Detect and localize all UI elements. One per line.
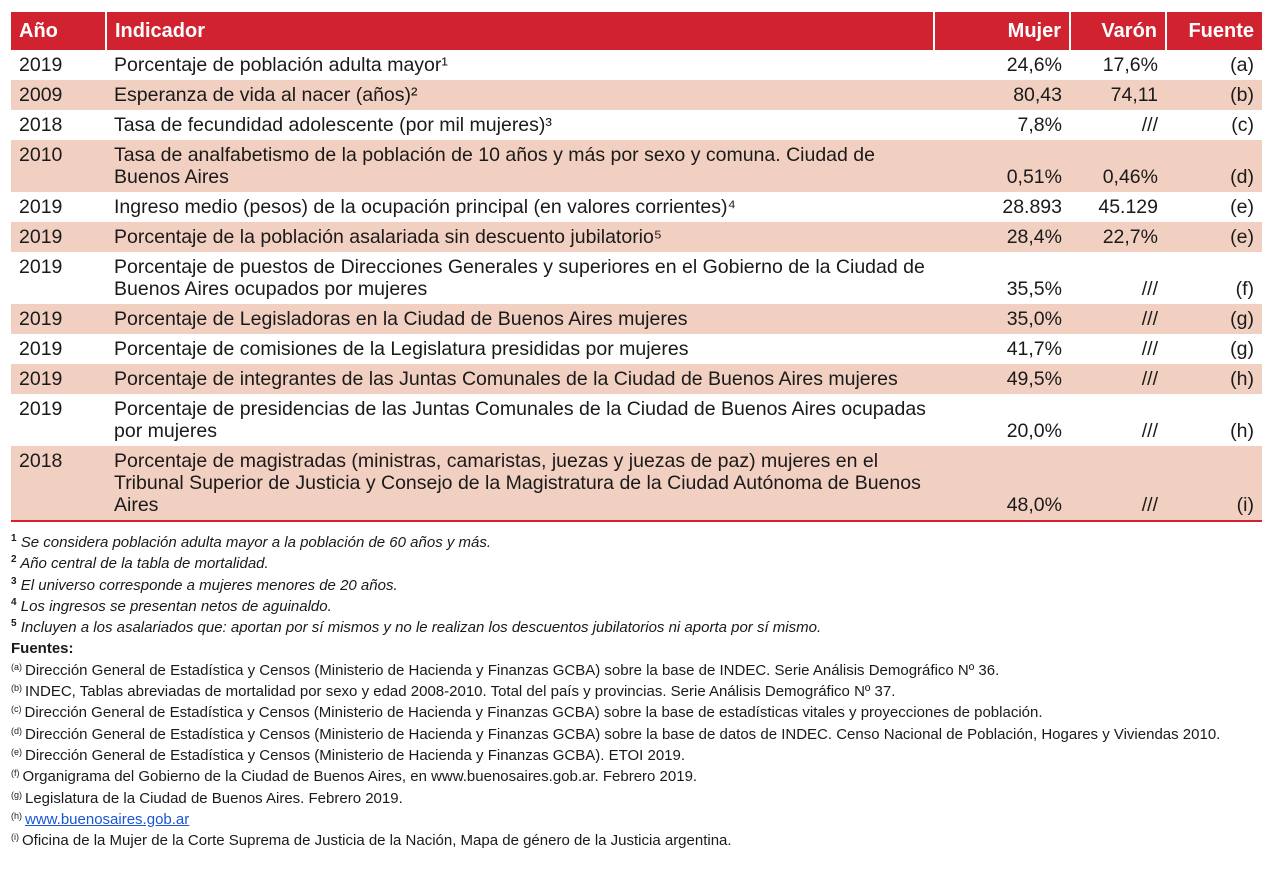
footnote-text: El universo corresponde a mujeres menores de 20 años. [20, 576, 398, 594]
cell-indicator: Esperanza de vida al nacer (años)² [106, 80, 934, 110]
cell-year: 2019 [11, 364, 106, 394]
cell-varon: /// [1070, 446, 1166, 521]
cell-varon: 45.129 [1098, 196, 1158, 218]
indicators-panel [11, 12, 1262, 851]
cell-mujer: 28,4% [934, 222, 1070, 252]
source-mark: (b) [11, 683, 22, 694]
source-item [11, 766, 1262, 787]
cell-varon: 17,6% [1102, 54, 1158, 76]
notes-section [11, 532, 1262, 851]
cell-varon: /// [1141, 114, 1158, 136]
footnote-mark: 4 [11, 596, 17, 608]
cell-mujer: 24,6% [1006, 54, 1062, 76]
cell-fuente: (b) [1166, 80, 1262, 110]
cell-fuente: (d) [1166, 140, 1262, 192]
cell-fuente: (h) [1230, 420, 1254, 442]
source-text: Dirección General de Estadística y Censos (Ministerio de Hacienda y Finanzas GCBA) sobre la base de INDEC. Serie Análisis Demográfico Nº 36. [25, 661, 1000, 679]
cell-indicator: Porcentaje de presidencias de las Juntas Comunales de la Ciudad de Buenos Aires ocupadas por mujeres [114, 398, 926, 442]
header-varon: Varón [1070, 12, 1166, 50]
footnote-text: Los ingresos se presentan netos de aguinaldo. [20, 597, 332, 615]
header-indicator: Indicador [106, 12, 934, 50]
footnote-mark: 1 [11, 533, 17, 544]
cell-indicator: Porcentaje de la población asalariada sin descuento jubilatorio⁵ [106, 222, 934, 252]
source-item [11, 660, 1262, 681]
source-item [11, 745, 1262, 766]
cell-year: 2010 [11, 140, 106, 192]
cell-mujer: 48,0% [934, 446, 1070, 521]
source-text: INDEC, Tablas abreviadas de mortalidad por sexo y edad 2008-2010. Total del país y provincias. Serie Análisis Demográfico Nº 37. [25, 683, 896, 701]
cell-mujer: 41,7% [1006, 338, 1062, 360]
cell-varon: 0,46% [1070, 140, 1166, 192]
source-mark: (f) [11, 768, 20, 779]
source-text: Oficina de la Mujer de la Corte Suprema de Justicia de la Nación, Mapa de género de la Justicia argentina. [22, 832, 732, 850]
sources-list [11, 660, 1262, 852]
cell-year: 2019 [19, 398, 63, 420]
cell-fuente: (c) [1231, 114, 1254, 136]
footnote [11, 617, 1262, 638]
source-mark: (d) [11, 725, 22, 736]
cell-mujer: 80,43 [934, 80, 1070, 110]
table-row [11, 222, 1262, 252]
footnote-mark: 3 [11, 575, 17, 587]
cell-indicator: Porcentaje de magistradas (ministras, camaristas, juezas y juezas de paz) mujeres en el Tribunal Superior de Justicia y Consejo de la Magistratura de la Ciudad Autónoma de Buenos Aires [106, 446, 934, 521]
cell-fuente: (e) [1166, 222, 1262, 252]
footnotes [11, 532, 1262, 638]
source-mark: (i) [11, 832, 19, 843]
source-item [11, 681, 1262, 702]
cell-year: 2018 [11, 446, 106, 521]
table-row [11, 252, 1262, 304]
table-row [11, 394, 1262, 446]
cell-varon: 74,11 [1070, 80, 1166, 110]
cell-year: 2018 [19, 114, 63, 136]
sources-title: Fuentes: [11, 640, 74, 658]
footnote-text: Incluyen a los asalariados que: aportan por sí mismos y no le realizan los descuentos jubilatorios ni aporta por sí mismo. [20, 619, 822, 637]
source-item [11, 788, 1262, 809]
cell-fuente: (i) [1166, 446, 1262, 521]
table-row [11, 446, 1262, 521]
footnote [11, 532, 1262, 553]
cell-mujer: 20,0% [1006, 420, 1062, 442]
cell-fuente: (a) [1230, 54, 1254, 76]
source-text: Dirección General de Estadística y Censos (Ministerio de Hacienda y Finanzas GCBA) sobre la base de estadísticas vitales y proyecciones de población. [24, 704, 1043, 722]
cell-varon: /// [1070, 364, 1166, 394]
cell-year: 2019 [11, 222, 106, 252]
source-item [11, 809, 1262, 830]
cell-indicator: Ingreso medio (pesos) de la ocupación principal (en valores corrientes)⁴ [114, 196, 736, 218]
source-mark: (c) [11, 704, 22, 715]
table-row [11, 304, 1262, 334]
footnote [11, 596, 1262, 617]
cell-varon: /// [1070, 304, 1166, 334]
footnote-mark: 2 [11, 554, 17, 566]
footnote-text: Se considera población adulta mayor a la población de 60 años y más. [20, 534, 492, 551]
source-text: Dirección General de Estadística y Censos (Ministerio de Hacienda y Finanzas GCBA). ETOI 2019. [25, 746, 686, 764]
header-year: Año [11, 12, 106, 50]
source-mark: (e) [11, 746, 22, 757]
header-fuente: Fuente [1166, 12, 1262, 50]
cell-indicator: Porcentaje de puestos de Direcciones Generales y superiores en el Gobierno de la Ciudad de Buenos Aires ocupados por mujeres [114, 256, 925, 300]
cell-year: 2019 [19, 54, 63, 76]
cell-indicator: Porcentaje de integrantes de las Juntas Comunales de la Ciudad de Buenos Aires mujeres [106, 364, 934, 394]
footnote [11, 575, 1262, 596]
cell-mujer: 0,51% [934, 140, 1070, 192]
cell-mujer: 35,0% [934, 304, 1070, 334]
cell-fuente: (g) [1166, 304, 1262, 334]
cell-mujer: 35,5% [1006, 278, 1062, 300]
table-row [11, 334, 1262, 364]
cell-indicator: Tasa de analfabetismo de la población de 10 años y más por sexo y comuna. Ciudad de Buenos Aires [106, 140, 934, 192]
cell-varon: /// [1141, 278, 1158, 300]
cell-indicator: Porcentaje de Legisladoras en la Ciudad de Buenos Aires mujeres [106, 304, 934, 334]
cell-fuente: (f) [1235, 278, 1254, 300]
cell-year: 2019 [19, 196, 63, 218]
cell-varon: 22,7% [1070, 222, 1166, 252]
header-mujer: Mujer [934, 12, 1070, 50]
source-text: Legislatura de la Ciudad de Buenos Aires. Febrero 2019. [25, 789, 403, 807]
table-row [11, 110, 1262, 140]
table-header-row [11, 12, 1262, 50]
cell-fuente: (g) [1230, 338, 1254, 360]
table-row [11, 364, 1262, 394]
source-item [11, 830, 1262, 851]
cell-mujer: 7,8% [1017, 114, 1062, 136]
table-row [11, 140, 1262, 192]
footnote [11, 553, 1262, 574]
footnote-text: Año central de la tabla de mortalidad. [20, 555, 269, 573]
cell-year: 2019 [19, 256, 63, 278]
cell-varon: /// [1141, 338, 1158, 360]
cell-varon: /// [1141, 420, 1158, 442]
table-row [11, 80, 1262, 110]
source-text: Dirección General de Estadística y Censos (Ministerio de Hacienda y Finanzas GCBA) sobre la base de datos de INDEC. Censo Nacional de Población, Hogares y Viviendas 2010. [25, 725, 1221, 743]
footnote-mark: 5 [11, 618, 17, 630]
cell-indicator: Tasa de fecundidad adolescente (por mil mujeres)³ [114, 114, 552, 136]
cell-indicator: Porcentaje de comisiones de la Legislatura presididas por mujeres [114, 338, 689, 360]
cell-year: 2009 [11, 80, 106, 110]
cell-fuente: (e) [1230, 196, 1254, 218]
cell-year: 2019 [11, 304, 106, 334]
cell-indicator: Porcentaje de población adulta mayor¹ [114, 54, 448, 76]
cell-mujer: 28.893 [1002, 196, 1062, 218]
cell-year: 2019 [19, 338, 63, 360]
source-link[interactable]: www.buenosaires.gob.ar [25, 810, 190, 828]
source-item [11, 702, 1262, 723]
source-mark: (g) [11, 789, 22, 800]
cell-fuente: (h) [1166, 364, 1262, 394]
source-item [11, 724, 1262, 745]
indicators-table [11, 12, 1262, 522]
source-mark: (h) [11, 810, 22, 821]
source-text: Organigrama del Gobierno de la Ciudad de Buenos Aires, en www.buenosaires.gob.ar. Febrero 2019. [22, 768, 698, 786]
table-row [11, 50, 1262, 80]
source-mark: (a) [11, 661, 22, 672]
cell-mujer: 49,5% [934, 364, 1070, 394]
table-row [11, 192, 1262, 222]
